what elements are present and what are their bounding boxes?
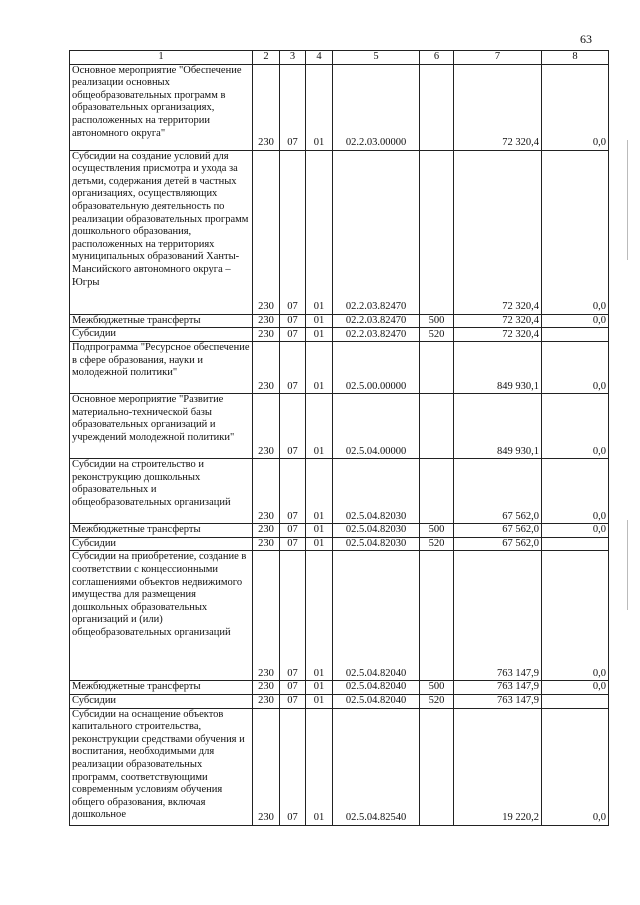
table-row (70, 314, 609, 328)
cell-ministry-code: 230 (253, 694, 280, 708)
cell-amount-2: 0,0 (542, 524, 609, 538)
cell-section-code: 07 (280, 681, 306, 695)
cell-target-article: 02.5.04.82040 (333, 551, 420, 681)
table-row (70, 328, 609, 342)
table-row (70, 342, 609, 394)
cell-expense-type (420, 551, 454, 681)
cell-expense-type: 500 (420, 524, 454, 538)
cell-amount: 849 930,1 (454, 394, 542, 459)
cell-ministry-code: 230 (253, 328, 280, 342)
cell-subsection-code: 01 (306, 681, 333, 695)
row-name: Субсидии (70, 694, 253, 708)
row-name: Основное мероприятие "Обеспечение реализации основных общеобразовательных программ в образовательных организациях, расположенных на территории автономного округа" (70, 64, 253, 150)
table-row (70, 537, 609, 551)
cell-amount: 67 562,0 (454, 524, 542, 538)
table-row (70, 708, 609, 825)
cell-amount-2: 0,0 (542, 394, 609, 459)
cell-subsection-code: 01 (306, 694, 333, 708)
cell-section-code: 07 (280, 314, 306, 328)
cell-ministry-code: 230 (253, 708, 280, 825)
cell-section-code: 07 (280, 537, 306, 551)
cell-section-code: 07 (280, 150, 306, 314)
cell-ministry-code: 230 (253, 342, 280, 394)
cell-subsection-code: 01 (306, 537, 333, 551)
row-name: Субсидии на оснащение объектов капитального строительства, реконструкции средствами обучения и воспитания, необходимыми для реализации образовательных программ, соответствующими современным условиям обучения общего образования, включая дошкольное (70, 708, 253, 825)
cell-amount: 19 220,2 (454, 708, 542, 825)
cell-expense-type: 520 (420, 328, 454, 342)
cell-section-code: 07 (280, 328, 306, 342)
cell-expense-type: 500 (420, 314, 454, 328)
column-number: 1 (70, 51, 253, 65)
cell-amount-2: 0,0 (542, 681, 609, 695)
page-number: 63 (580, 32, 592, 46)
cell-section-code: 07 (280, 694, 306, 708)
cell-subsection-code: 01 (306, 524, 333, 538)
cell-target-article: 02.2.03.82470 (333, 328, 420, 342)
cell-section-code: 07 (280, 459, 306, 524)
row-name: Субсидии на создание условий для осуществления присмотра и ухода за детьми, содержания детей в частных организациях, осуществляющих образовательную деятельность по реализации образовательных программ дошкольного образования, расположенных на территориях муниципальных образований Ханты-Мансийского автономного округа – Югры (70, 150, 253, 314)
cell-subsection-code: 01 (306, 394, 333, 459)
cell-expense-type (420, 64, 454, 150)
row-name: Межбюджетные трансферты (70, 681, 253, 695)
column-number: 4 (306, 51, 333, 65)
table-row (70, 150, 609, 314)
cell-subsection-code: 01 (306, 314, 333, 328)
table-row (70, 694, 609, 708)
cell-amount-2: 0,0 (542, 150, 609, 314)
cell-amount: 763 147,9 (454, 681, 542, 695)
cell-subsection-code: 01 (306, 459, 333, 524)
cell-target-article: 02.5.04.82540 (333, 708, 420, 825)
table-row (70, 394, 609, 459)
cell-subsection-code: 01 (306, 64, 333, 150)
cell-ministry-code: 230 (253, 524, 280, 538)
cell-subsection-code: 01 (306, 551, 333, 681)
cell-target-article: 02.2.03.00000 (333, 64, 420, 150)
cell-amount-2: 0,0 (542, 708, 609, 825)
cell-ministry-code: 230 (253, 459, 280, 524)
cell-amount-2: 0,0 (542, 314, 609, 328)
column-number: 6 (420, 51, 454, 65)
row-name: Межбюджетные трансферты (70, 314, 253, 328)
cell-subsection-code: 01 (306, 328, 333, 342)
table-row (70, 681, 609, 695)
cell-amount-2: 0,0 (542, 64, 609, 150)
cell-section-code: 07 (280, 708, 306, 825)
row-name: Субсидии (70, 328, 253, 342)
row-name: Подпрограмма "Ресурсное обеспечение в сфере образования, науки и молодежной политики" (70, 342, 253, 394)
cell-ministry-code: 230 (253, 394, 280, 459)
cell-section-code: 07 (280, 64, 306, 150)
cell-ministry-code: 230 (253, 150, 280, 314)
cell-section-code: 07 (280, 551, 306, 681)
cell-target-article: 02.2.03.82470 (333, 150, 420, 314)
cell-ministry-code: 230 (253, 64, 280, 150)
budget-table (69, 50, 609, 826)
cell-amount-2 (542, 328, 609, 342)
cell-amount-2 (542, 694, 609, 708)
cell-amount-2: 0,0 (542, 342, 609, 394)
cell-amount: 72 320,4 (454, 64, 542, 150)
cell-section-code: 07 (280, 342, 306, 394)
table-row (70, 524, 609, 538)
column-number: 8 (542, 51, 609, 65)
cell-amount-2 (542, 537, 609, 551)
row-name: Субсидии (70, 537, 253, 551)
cell-expense-type (420, 342, 454, 394)
cell-subsection-code: 01 (306, 150, 333, 314)
row-name: Основное мероприятие "Развитие материально-технической базы образовательных организаций и учреждений молодежной политики" (70, 394, 253, 459)
column-number: 5 (333, 51, 420, 65)
cell-amount: 763 147,9 (454, 694, 542, 708)
cell-target-article: 02.2.03.82470 (333, 314, 420, 328)
cell-amount: 67 562,0 (454, 459, 542, 524)
cell-ministry-code: 230 (253, 537, 280, 551)
cell-expense-type: 520 (420, 694, 454, 708)
table-row (70, 551, 609, 681)
cell-amount: 763 147,9 (454, 551, 542, 681)
scan-edge-mark (627, 520, 628, 610)
cell-target-article: 02.5.04.82030 (333, 524, 420, 538)
column-number: 3 (280, 51, 306, 65)
cell-amount: 67 562,0 (454, 537, 542, 551)
column-number: 7 (454, 51, 542, 65)
cell-section-code: 07 (280, 524, 306, 538)
cell-expense-type: 500 (420, 681, 454, 695)
cell-target-article: 02.5.04.82030 (333, 459, 420, 524)
cell-expense-type: 520 (420, 537, 454, 551)
row-name: Межбюджетные трансферты (70, 524, 253, 538)
cell-target-article: 02.5.04.00000 (333, 394, 420, 459)
cell-amount: 849 930,1 (454, 342, 542, 394)
cell-ministry-code: 230 (253, 314, 280, 328)
cell-ministry-code: 230 (253, 551, 280, 681)
cell-target-article: 02.5.04.82030 (333, 537, 420, 551)
cell-section-code: 07 (280, 394, 306, 459)
table-row (70, 459, 609, 524)
cell-subsection-code: 01 (306, 342, 333, 394)
table-row (70, 64, 609, 150)
cell-amount: 72 320,4 (454, 314, 542, 328)
column-number: 2 (253, 51, 280, 65)
scan-edge-mark (627, 140, 628, 260)
row-name: Субсидии на приобретение, создание в соответствии с концессионными соглашениями объектов недвижимого имущества для размещения дошкольных образовательных организаций и (или) общеобразовательных организаций (70, 551, 253, 681)
cell-expense-type (420, 394, 454, 459)
row-name: Субсидии на строительство и реконструкцию дошкольных образовательных и общеобразовательных организаций (70, 459, 253, 524)
cell-ministry-code: 230 (253, 681, 280, 695)
cell-target-article: 02.5.00.00000 (333, 342, 420, 394)
cell-amount-2: 0,0 (542, 459, 609, 524)
cell-subsection-code: 01 (306, 708, 333, 825)
cell-target-article: 02.5.04.82040 (333, 694, 420, 708)
cell-amount-2: 0,0 (542, 551, 609, 681)
cell-amount: 72 320,4 (454, 328, 542, 342)
cell-target-article: 02.5.04.82040 (333, 681, 420, 695)
cell-expense-type (420, 459, 454, 524)
cell-expense-type (420, 150, 454, 314)
cell-amount: 72 320,4 (454, 150, 542, 314)
table-header-row (70, 51, 609, 65)
cell-expense-type (420, 708, 454, 825)
